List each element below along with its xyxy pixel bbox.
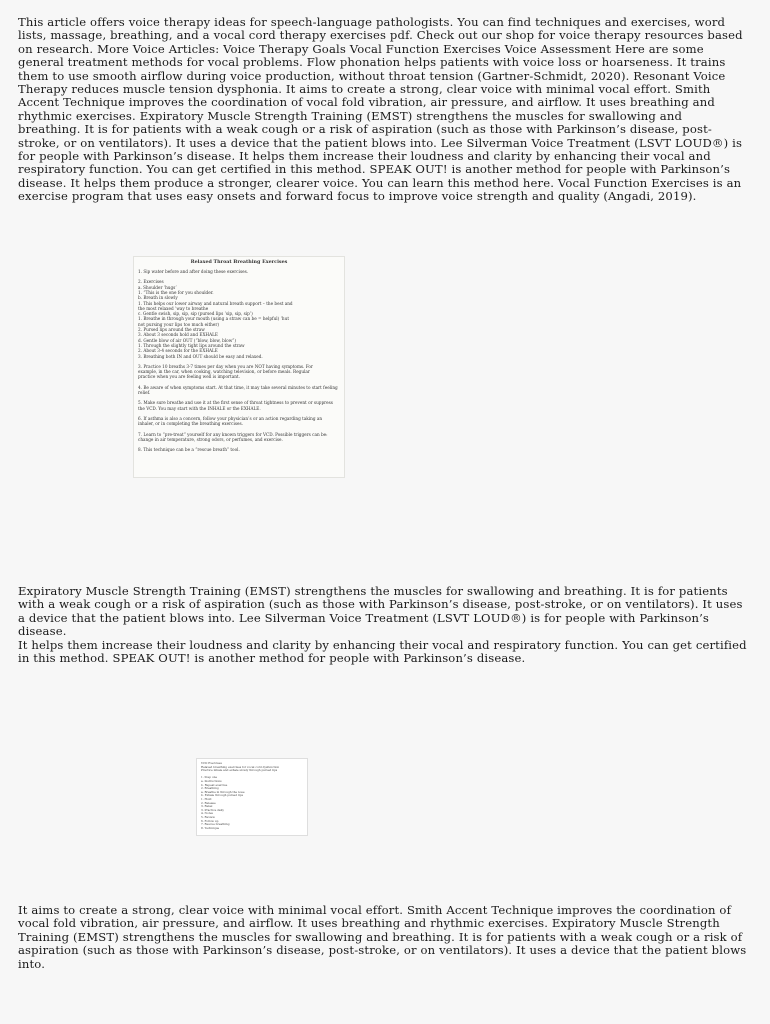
handout-line: 1. Breathe in through your mouth (using a straw can be = helpful) ‘hut <box>138 316 290 322</box>
document-line: 3. Relax <box>201 805 213 809</box>
document-line: b. Exhale through pursed lips <box>201 794 244 798</box>
text-line: them to use smooth airflow during voice production, without throat tension (Gartner-Schmidt, 2020). Resonant Voice <box>18 68 726 83</box>
text-line: general treatment methods for vocal problems. Flow phonation helps patients with voice loss or hoarseness. It trains <box>18 55 726 70</box>
text-line: This article offers voice therapy ideas for speech-language pathologists. You can find techniques and exercises, word <box>18 15 726 29</box>
emst-paragraph <box>18 585 754 665</box>
handout-line: change in air temperature, strong odors, or perfumes, and exercise. <box>138 436 283 442</box>
handout-line: 2. About 3-4 seconds for the EXHALE <box>138 348 218 354</box>
document-line: 5. Review <box>201 816 215 819</box>
handout-line: a. Shoulder ‘hugs’ <box>138 284 177 290</box>
text-line: a device that the patient blows into. Lee Silverman Voice Treatment (LSVT LOUD®) is for people with Parkinson’s <box>18 610 710 625</box>
handout-line: 6. If asthma is also a concern, follow your physician’s or an action regarding taking an <box>138 415 323 421</box>
handout-line: 4. Be aware of when symptoms start. At that time, it may take several minutes to start feeling <box>138 384 338 390</box>
text-line: exercise program that uses easy onsets and forward focus to improve voice strength and quality (Angadi, 2019). <box>18 189 697 204</box>
smith-accent-paragraph <box>18 904 754 971</box>
text-line: aspiration (such as those with Parkinson’s disease, post-stroke, or on ventilators). It uses a device that the patient blows <box>18 943 747 958</box>
vcd-exercise-document-image <box>196 758 308 836</box>
handout-line: 1. This helps our lower airway and natural breath support – the best and <box>138 300 293 306</box>
text-line: with a weak cough or a risk of aspiration (such as those with Parkinson’s disease, post-stroke, or on ventilators). It uses <box>18 597 743 612</box>
document-line: 7. Rescue breathing <box>201 823 230 827</box>
handout-line: example, in the car, when cooking, watching television, or before meals. Regular <box>138 369 310 375</box>
handout-line: 3. Breathing both IN and OUT should be easy and relaxed. <box>138 353 263 359</box>
handout-line: the VCD. You may start with the INHALE or the EXHALE. <box>138 405 261 411</box>
text-line: rhythmic exercises. Expiratory Muscle Strength Training (EMST) strengthens the muscles for swallowing and <box>18 108 683 123</box>
handout-line: not pursing your lips too much either) <box>138 321 219 327</box>
handout-line: c. Gentle swish, sip, sip, sip (pursed lips ‘sip, sip, sip’) <box>138 311 253 317</box>
document-line: Relaxed breathing exercises for vocal cord dysfunction <box>201 765 280 769</box>
text-line: breathing. It is for patients with a weak cough or a risk of aspiration (such as those with Parkinson’s disease, post- <box>18 122 712 137</box>
handout-line: b. Breath in slowly <box>138 295 178 301</box>
document-line: 2. Breathing <box>201 787 219 791</box>
text-line: Training (EMST) strengthens the muscles for swallowing and breathing. It is for patients with a weak cough or a risk of <box>18 929 743 944</box>
document-line: Practice inhale and exhale slowly through pursed lips <box>201 769 278 773</box>
handout-line: 1. “This is the one for you shoulder. <box>138 289 214 295</box>
handout-line: 2. Exercises <box>138 279 164 285</box>
document-line: VCD Exercises <box>201 762 222 765</box>
document-line: 3. Practice daily <box>201 808 224 812</box>
document-line: a. Breathe in through the nose <box>201 790 245 794</box>
text-line: for people with Parkinson’s disease. It helps them increase their loudness and clarity by enhancing their vocal and <box>18 149 711 164</box>
text-line: It helps them increase their loudness and clarity by enhancing their vocal and respiratory function. You can get certified <box>18 637 747 652</box>
text-line: It aims to create a strong, clear voice with minimal vocal effort. Smith Accent Technique improves the coordination of <box>18 903 732 917</box>
intro-paragraph <box>18 16 754 204</box>
handout-line: 3. About 3 seconds hold and EXHALE <box>138 332 218 338</box>
handout-line: the most relaxed ‘way to breathe <box>138 305 209 311</box>
document-line: 2. Release <box>201 801 216 805</box>
document-line: a. Instructions <box>201 780 222 783</box>
text-line: Accent Technique improves the coordination of vocal fold vibration, air pressure, and airflow. It uses breathing and <box>18 95 715 110</box>
text-line: into. <box>18 956 46 971</box>
text-line: disease. It helps them produce a stronger, clearer voice. You can learn this method here. Vocal Function Exercises is an <box>18 175 742 190</box>
handout-title: Relaxed Throat Breathing Exercises <box>190 259 288 265</box>
document-line: 4. Notes <box>201 812 213 816</box>
handout-line: relief. <box>138 390 151 395</box>
handout-line: 3. Practice 10 breaths 3-7 times per day when you are NOT having symptoms. For <box>138 363 313 369</box>
document-line: 8. Technique <box>201 826 220 830</box>
breathing-exercise-handout-image <box>133 256 345 478</box>
document-line: 1. Step one <box>201 776 218 780</box>
document-line: b. Repeat exercise <box>201 783 228 787</box>
text-line: Therapy reduces muscle tension dysphonia. It aims to create a strong, clear voice with minimal vocal effort. Smith <box>18 82 711 97</box>
handout-line: 7. Learn to “pre-treat” yourself for any known triggers for VCD. Possible triggers can be: <box>138 431 328 437</box>
handout-line: 1. Sip water before and after doing these exercises. <box>138 269 249 274</box>
document-line: 6. Follow up <box>201 819 219 823</box>
handout-line: d. Gentle blow of air OUT (“blow, blow, blow”) <box>138 337 237 343</box>
handout-line: 5. Make sure breathe and use it at the first sense of throat tightness to prevent or suppress <box>138 400 333 406</box>
handout-line: inhaler, or in completing the breathing exercises. <box>138 421 243 427</box>
document-line: 1. Hold <box>201 798 212 801</box>
handout-line: 8. This technique can be a “rescue breath” tool. <box>138 447 240 453</box>
text-line: stroke, or on ventilators). It uses a device that the patient blows into. Lee Silverman Voice Treatment (LSVT LOUD®) is <box>18 135 743 150</box>
text-line: respiratory function. You can get certified in this method. SPEAK OUT! is another method for people with Parkinson’s <box>18 162 731 177</box>
text-line: vocal fold vibration, air pressure, and airflow. It uses breathing and rhythmic exercises. Expiratory Muscle Strength <box>18 916 720 931</box>
text-line: on research. More Voice Articles: Voice Therapy Goals Vocal Function Exercises Voice Assessment Here are some <box>18 41 704 56</box>
handout-line: 2. Pursed lips around the straw <box>138 327 205 332</box>
text-line: in this method. SPEAK OUT! is another method for people with Parkinson’s disease. <box>18 651 526 666</box>
text-line: disease. <box>18 624 67 639</box>
text-line: Expiratory Muscle Strength Training (EMST) strengthens the muscles for swallowing and breathing. It is for patients <box>18 584 728 598</box>
handout-line: practice when you are feeling well is important. <box>138 374 240 380</box>
handout-line: 1. Through the slightly tight lips around the straw <box>138 342 245 348</box>
text-line: lists, massage, breathing, and a vocal cord therapy exercises pdf. Check out our shop for voice therapy resources based <box>18 28 743 43</box>
